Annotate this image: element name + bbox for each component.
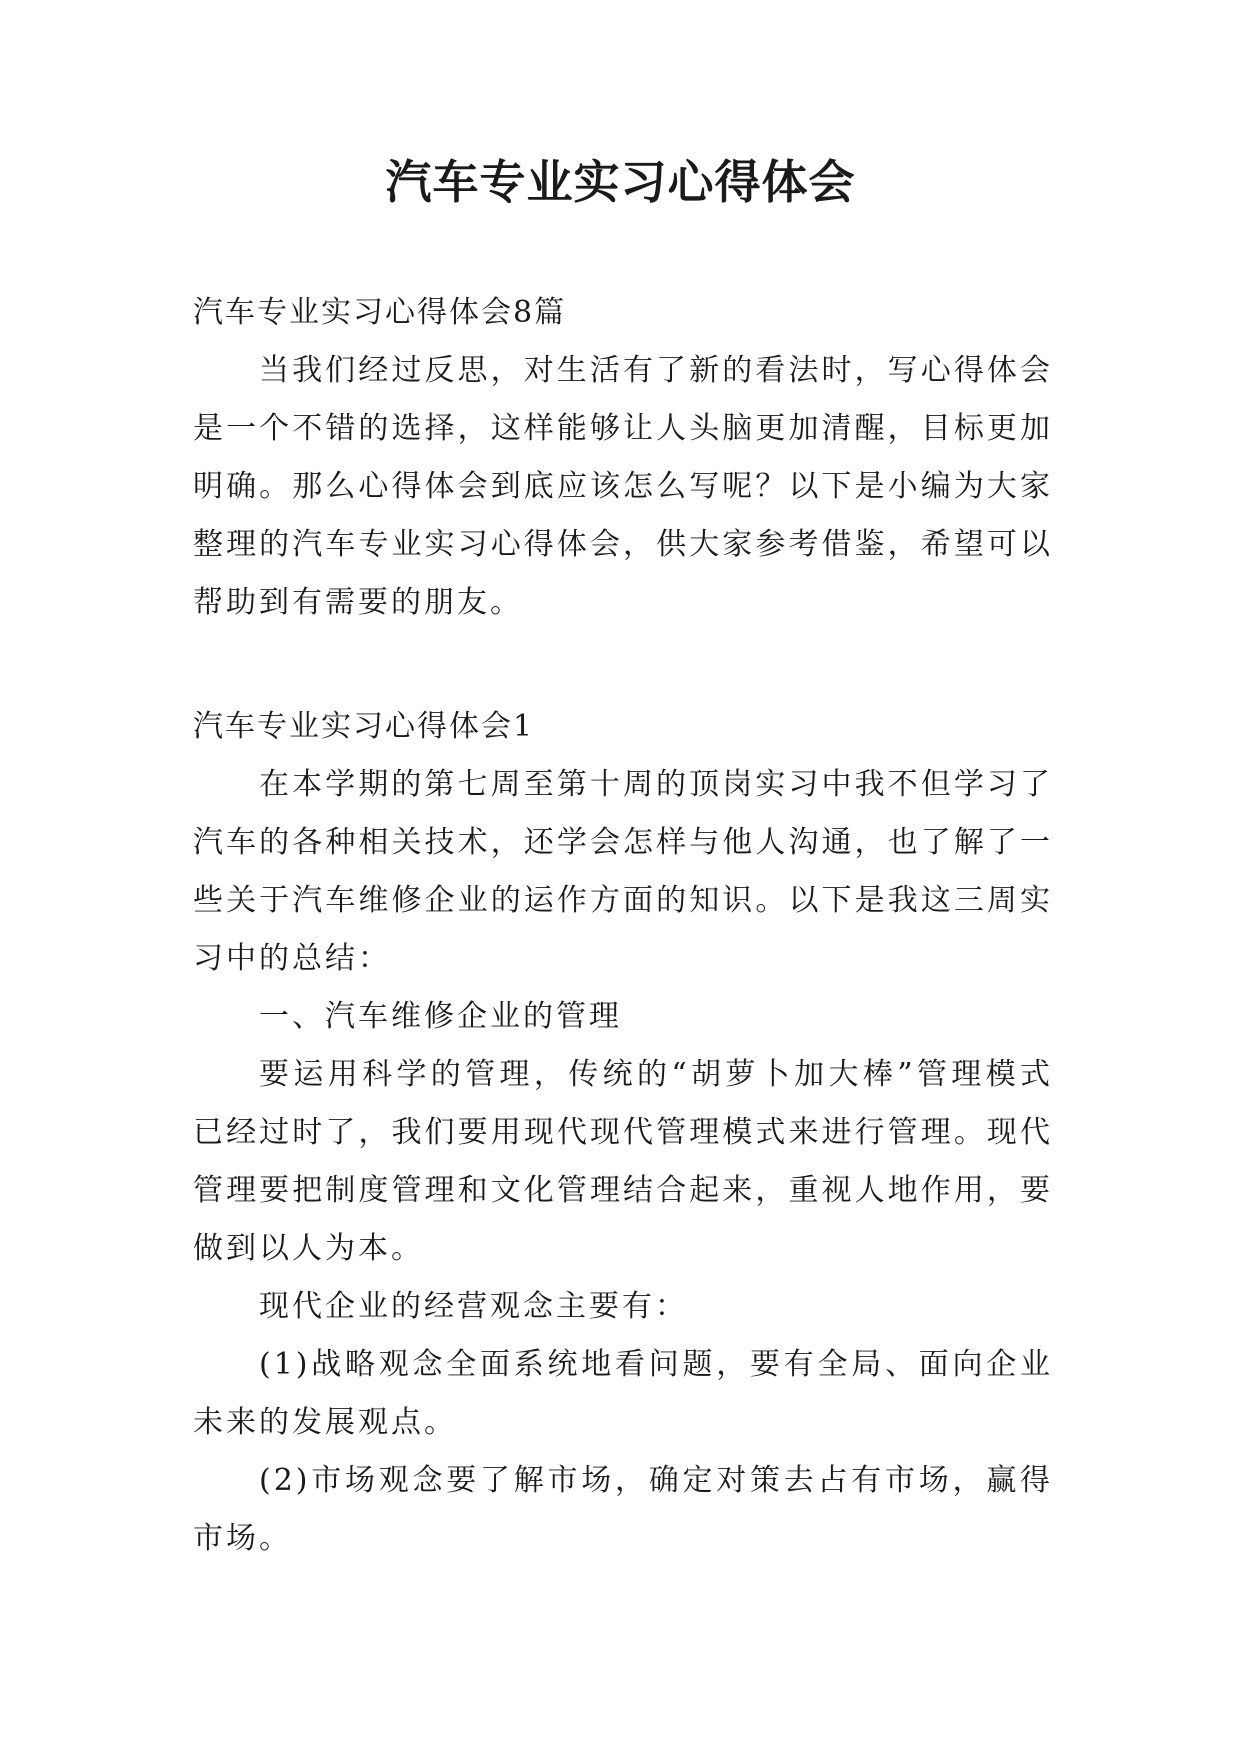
subtitle-paragraph: 汽车专业实习心得体会8篇: [193, 295, 567, 330]
list-item-paragraph: (2)市场观念要了解市场，确定对策去占有市场，赢得市场。: [193, 1463, 1053, 1556]
document-body: [193, 284, 1053, 1568]
body-paragraph: 在本学期的第七周至第十周的顶岗实习中我不但学习了汽车的各种相关技术，还学会怎样与他人沟通，也了解了一些关于汽车维修企业的运作方面的知识。以下是我这三周实习中的总结：: [193, 767, 1053, 976]
body-paragraph: 要运用科学的管理，传统的“胡萝卜加大棒”管理模式已经过时了，我们要用现代现代管理模式来进行管理。现代管理要把制度管理和文化管理结合起来，重视人地作用，要做到以人为本。: [193, 1057, 1053, 1266]
section-heading: 汽车专业实习心得体会1: [193, 709, 535, 744]
list-item-paragraph: (1)战略观念全面系统地看问题，要有全局、面向企业未来的发展观点。: [193, 1347, 1053, 1440]
intro-paragraph: 当我们经过反思，对生活有了新的看法时，写心得体会是一个不错的选择，这样能够让人头脑更加清醒，目标更加明确。那么心得体会到底应该怎么写呢？以下是小编为大家整理的汽车专业实习心得体会，供大家参考借鉴，希望可以帮助到有需要的朋友。: [193, 353, 1053, 620]
section-spacer: [193, 632, 1053, 698]
document-title: 汽车专业实习心得体会: [385, 155, 856, 209]
subheading-paragraph: 一、汽车维修企业的管理: [259, 999, 622, 1034]
body-paragraph: 现代企业的经营观念主要有：: [259, 1289, 688, 1324]
